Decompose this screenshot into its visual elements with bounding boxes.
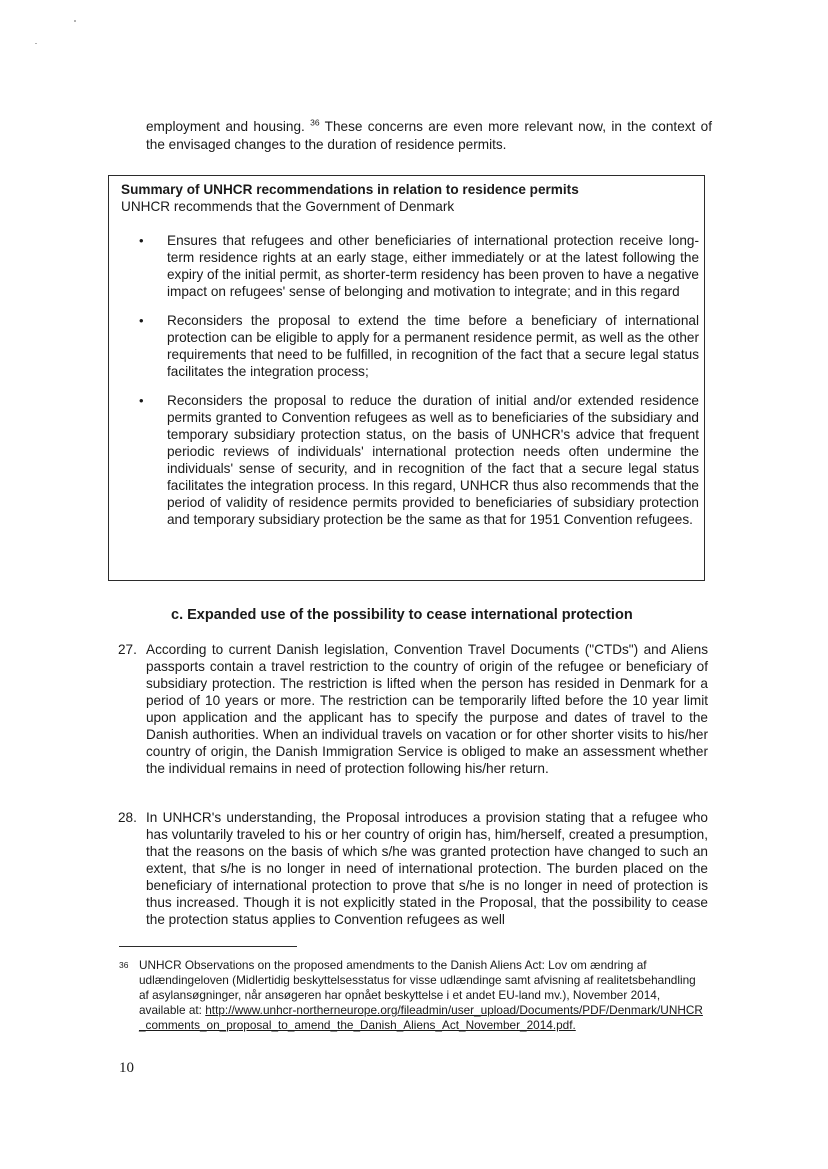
recommendation-text: Reconsiders the proposal to extend the time before a beneficiary of international protection can be eligible to apply for a permanent residence permit, as well as the other requirements that need to be fulfilled, in recognition of the fact that a secure legal status facilitates the integration process; — [167, 313, 699, 379]
footnote-number: 36 — [119, 960, 129, 970]
footnote-divider — [119, 946, 297, 947]
recommendation-list — [139, 232, 699, 540]
footnote-reference[interactable]: 36 — [310, 117, 320, 128]
scan-speck — [74, 20, 76, 22]
section-heading: c. Expanded use of the possibility to cease international protection — [171, 607, 633, 623]
footnote — [119, 958, 705, 1033]
recommendation-text: Ensures that refugees and other beneficiaries of international protection receive long-term residence rights at an early stage, either immediately or at the latest following the expiry of the initial permit, as shorter-term residency has been proven to have a negative impact on refugees' sense of belonging and motivation to integrate; and in this regard — [167, 233, 699, 299]
summary-box-subtitle: UNHCR recommends that the Government of Denmark — [121, 199, 455, 214]
intro-paragraph — [146, 118, 712, 154]
scan-speck — [35, 43, 37, 44]
intro-text: employment and housing. — [146, 119, 305, 134]
footnote-link[interactable]: http://www.unhcr-northerneurope.org/fileadmin/user_upload/Documents/PDF/Denmark/UNHCR_comments_on_proposal_to_amend_the_Danish_Aliens_Act_November_2014.pdf. — [139, 1003, 703, 1032]
recommendation-item — [139, 392, 699, 528]
intro-text-continued: These concerns are even more relevant now, in the context of the envisaged changes to the duration of residence permits. — [146, 119, 712, 152]
bullet-icon: • — [139, 313, 144, 328]
page-number: 10 — [119, 1060, 134, 1076]
paragraph-text: In UNHCR's understanding, the Proposal introduces a provision stating that a refugee who has voluntarily traveled to his or her country of origin has, him/herself, created a presumption, that the reasons on the basis of which s/he was granted protection have changed to such an extent, that s/he is no longer in need of international protection. The burden placed on the beneficiary of international protection to prove that s/he is no longer in need of protection is thus increased. Though it is not explicitly stated in the Proposal, that the possibility to cease the protection status applies to Convention refugees as well — [146, 810, 708, 927]
paragraph-number: 28. — [118, 810, 137, 825]
paragraph-number: 27. — [118, 642, 137, 657]
recommendations-summary-box — [108, 175, 705, 581]
recommendation-item — [139, 232, 699, 300]
recommendation-item — [139, 312, 699, 380]
numbered-paragraph — [118, 809, 708, 928]
footnote-body — [139, 958, 705, 1033]
numbered-paragraph — [118, 641, 708, 777]
recommendation-text: Reconsiders the proposal to reduce the duration of initial and/or extended residence permits granted to Convention refugees as well as to beneficiaries of the subsidiary and temporary subsidiary protection status, on the basis of UNHCR's advice that frequent periodic reviews of individuals' international protection needs often undermine the individuals' sense of security, and in recognition of the fact that a secure legal status facilitates the integration process. In this regard, UNHCR thus also recommends that the period of validity of residence permits provided to beneficiaries of subsidiary protection and temporary subsidiary protection be the same as that for 1951 Convention refugees. — [167, 393, 699, 527]
paragraph-text: According to current Danish legislation, Convention Travel Documents ("CTDs") and Aliens passports contain a travel restriction to the country of origin of the refugee or beneficiary of subsidiary protection. The restriction is lifted when the person has resided in Denmark for a period of 10 years or more. The restriction can be temporarily lifted before the 10 year limit upon application and the applicant has to specify the purpose and dates of travel to the Danish authorities. When an individual travels on vacation or for other shorter visits to his/her country of origin, the Danish Immigration Service is obliged to make an assessment whether the individual remains in need of protection following his/her return. — [146, 642, 708, 776]
bullet-icon: • — [139, 233, 144, 248]
footnote-text: UNHCR Observations on the proposed amendments to the Danish Aliens Act: Lov om ændring af udlændingeloven (Midlertidig beskyttelsesstatus for visse udlændinge samt afvisning af realitetsbehandling af asylansøgninger, når ansøgeren har opnået beskyttelse i et andet EU-land mv.), November 2014, available at: — [139, 958, 696, 1017]
bullet-icon: • — [139, 393, 144, 408]
summary-box-title: Summary of UNHCR recommendations in relation to residence permits — [121, 182, 579, 197]
